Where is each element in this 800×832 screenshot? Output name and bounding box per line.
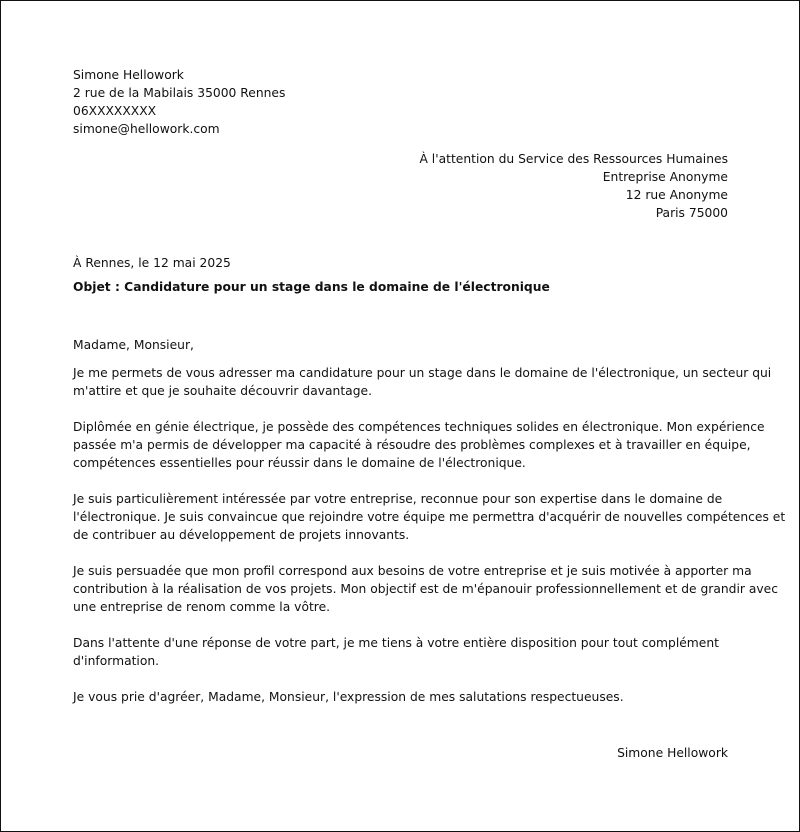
signature: Simone Hellowork [617, 746, 728, 760]
sender-address: 2 rue de la Mabilais 35000 Rennes [73, 86, 286, 100]
recipient-city: Paris 75000 [655, 206, 728, 220]
paragraph-line: Je vous prie d'agréer, Madame, Monsieur, l'expression de mes salutations respectueuses. [73, 690, 624, 704]
paragraph-line: Je suis persuadée que mon profil correspond aux besoins de votre entreprise et je suis motivée à apporter ma [73, 564, 752, 578]
recipient-attention: À l'attention du Service des Ressources Humaines [419, 152, 728, 166]
paragraph-3 [73, 490, 786, 544]
paragraph-1 [73, 364, 772, 400]
subject-line: Objet : Candidature pour un stage dans le domaine de l'électronique [73, 280, 550, 294]
paragraph-5 [73, 634, 728, 670]
recipient-block [73, 150, 728, 222]
recipient-street: 12 rue Anonyme [625, 188, 728, 202]
greeting: Madame, Monsieur, [73, 338, 194, 352]
sender-phone: 06XXXXXXXX [73, 104, 157, 118]
paragraph-line: de contribuer au développement de projets innovants. [73, 528, 410, 542]
closing-paragraph [73, 688, 728, 706]
paragraph-2 [73, 418, 765, 472]
sender-block [73, 66, 728, 138]
paragraph-line: Diplômée en génie électrique, je possède des compétences techniques solides en électronique. Mon expérience [73, 420, 765, 434]
paragraph-line: Je me permets de vous adresser ma candidature pour un stage dans le domaine de l'électronique, un secteur qui [73, 366, 772, 380]
paragraph-line: passée m'a permis de développer ma capacité à résoudre des problèmes complexes et à travailler en équipe, [73, 438, 751, 452]
letter-content [73, 66, 786, 762]
paragraph-4 [73, 562, 778, 616]
paragraph-line: m'attire et que je souhaite découvrir davantage. [73, 384, 372, 398]
paragraph-line: une entreprise de renom comme la vôtre. [73, 600, 331, 614]
date-line: À Rennes, le 12 mai 2025 [73, 256, 231, 270]
paragraph-line: contribution à la réalisation de vos projets. Mon objectif est de m'épanouir professionnellement et de grandir avec [73, 582, 778, 596]
recipient-company: Entreprise Anonyme [602, 170, 728, 184]
paragraph-line: Dans l'attente d'une réponse de votre part, je me tiens à votre entière disposition pour tout complément [73, 636, 719, 650]
paragraph-line: l'électronique. Je suis convaincue que rejoindre votre équipe me permettra d'acquérir de nouvelles compétences et [73, 510, 786, 524]
paragraph-line: Je suis particulièrement intéressée par votre entreprise, reconnue pour son expertise dans le domaine de [73, 492, 723, 506]
paragraph-line: d'information. [73, 654, 160, 668]
sender-name: Simone Hellowork [73, 68, 184, 82]
sender-email: simone@hellowork.com [73, 122, 220, 136]
paragraph-line: compétences essentielles pour réussir dans le domaine de l'électronique. [73, 456, 526, 470]
